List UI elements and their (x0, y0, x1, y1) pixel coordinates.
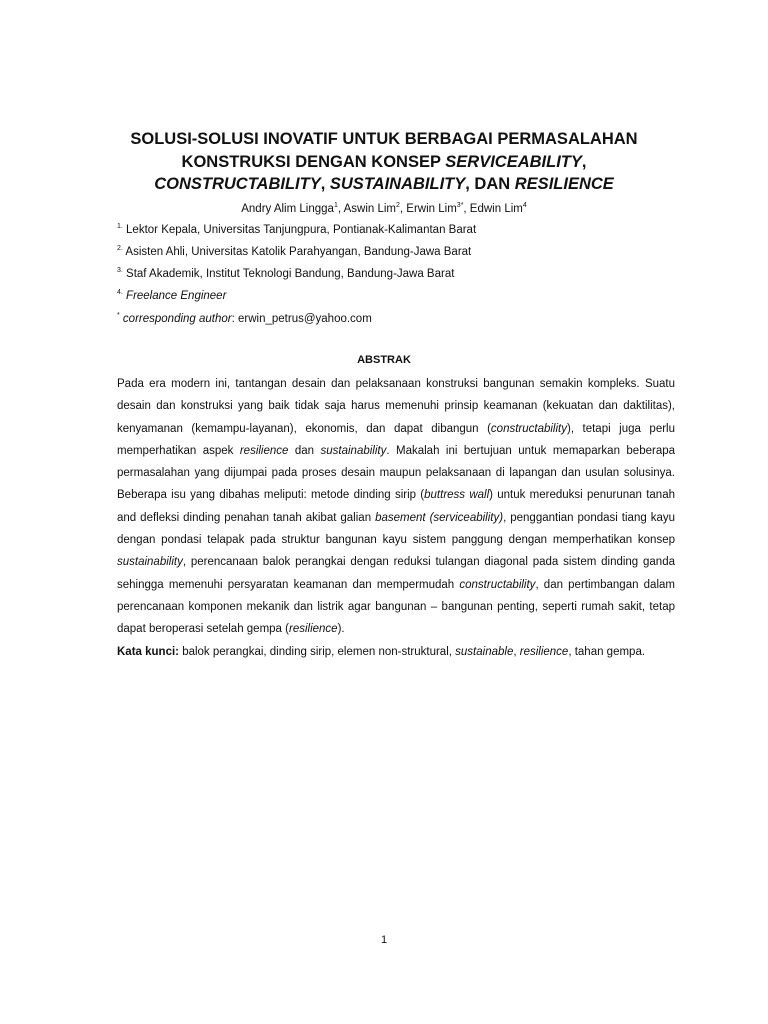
author-mark: 2 (396, 202, 400, 210)
abstract-text: Pada era modern ini, tantangan desain dan pelaksanaan konstruksi bangunan semakin kompleks. Suatu desain dan konstruksi yang baik tidak saja harus memenuhi prinsip keamanan (kekuatan dan daktilitas), kenyamanan (kemampu-layanan), ekonomis, dan dapat dibangun ( (117, 378, 675, 435)
title-italic-term: CONSTRUCTABILITY (154, 175, 321, 193)
keywords-text: , (513, 645, 520, 658)
title-italic-term: RESILIENCE (514, 175, 614, 193)
title-text: , DAN (465, 175, 515, 193)
affiliation-mark: * (117, 312, 120, 320)
abstract-term: constructability (459, 578, 536, 591)
keyword-term: sustainable (455, 645, 514, 658)
keywords (117, 641, 675, 663)
title-line-1: SOLUSI-SOLUSI INOVATIF UNTUK BERBAGAI PERMASALAHAN (130, 130, 638, 148)
author-name: , Erwin Lim (399, 203, 457, 215)
abstract-term: basement (serviceability) (375, 511, 504, 524)
corresponding-author (117, 311, 372, 327)
affiliation-text: Freelance Engineer (122, 290, 227, 302)
author-mark: 1 (333, 202, 338, 210)
affiliation-mark: 2. (117, 245, 123, 253)
affiliation-text: Asisten Ahli, Universitas Katolik Parahyangan, Bandung-Jawa Barat (122, 246, 472, 258)
abstract-term: sustainability (320, 444, 387, 457)
title-text: , (320, 175, 330, 193)
corresponding-label: corresponding author (119, 313, 232, 325)
abstract-term: constructability (490, 422, 567, 435)
abstract-term: resilience (288, 623, 338, 636)
affiliation-mark: 1. (117, 223, 123, 231)
author-mark: 4 (522, 202, 527, 210)
abstract-text: ) untuk mereduksi penurunan tanah and defleksi dinding penahan tanah akibat galian (117, 489, 675, 524)
corresponding-email: : erwin_petrus@yahoo.com (231, 313, 372, 325)
abstract-term: sustainability (117, 556, 183, 569)
affiliation-3 (117, 266, 454, 282)
affiliation-text: Staf Akademik, Institut Teknologi Bandung, Bandung-Jawa Barat (122, 268, 455, 280)
affiliation-mark: 4. (117, 289, 123, 297)
affiliation-text: Lektor Kepala, Universitas Tanjungpura, Pontianak-Kalimantan Barat (122, 224, 477, 236)
abstract-body (117, 373, 675, 663)
abstract-text: , dan pertimbangan dalam perencanaan komponen mekanik dan listrik agar bangunan – bangunan penting, seperti rumah sakit, tetap dapat beroperasi setelah gempa ( (117, 578, 675, 636)
abstract-text: , penggantian pondasi tiang kayu dengan pondasi telapak pada struktur bangunan kayu sistem panggung dengan memperhatikan konsep (117, 511, 676, 547)
affiliation-1 (117, 222, 476, 238)
title-line-3 (96, 173, 672, 196)
abstract-term: resilience (239, 444, 289, 457)
keywords-text: balok perangkai, dinding sirip, elemen non-struktural, (179, 645, 456, 658)
title-italic-term: SUSTAINABILITY (329, 175, 466, 193)
title-line-2 (96, 151, 672, 174)
abstract-text: , perencanaan balok perangkai dengan reduksi tulangan diagonal pada sistem dinding ganda sehingga memenuhi persyaratan keamanan dan mempermudah (117, 556, 675, 591)
abstract-text: . Makalah ini bertujuan untuk memaparkan beberapa permasalahan yang dijumpai pada proses desain maupun pelaksanaan di lapangan dan usulan solusinya. Beberapa isu yang dibahas meliputi: metode dinding sirip ( (117, 444, 676, 502)
abstract-text: dan (288, 444, 321, 457)
abstract-text: ), tetapi juga perlu memperhatikan aspek (117, 422, 675, 457)
abstract-term: buttress wall (424, 489, 490, 502)
keyword-term: resilience (519, 645, 569, 658)
affiliation-4 (117, 288, 226, 304)
author-mark: 3* (456, 202, 464, 210)
author-list (96, 201, 672, 217)
title-italic-term: SERVICEABILITY (445, 152, 582, 171)
author-name: Andry Alim Lingga (241, 203, 334, 215)
page-number: 1 (380, 934, 388, 946)
affiliation-mark: 3. (117, 267, 123, 275)
title-text: , (581, 152, 587, 171)
keywords-label: Kata kunci: (117, 645, 179, 658)
abstract-text: ). (337, 623, 345, 636)
author-name: , Edwin Lim (463, 203, 523, 215)
author-name: , Aswin Lim (337, 203, 397, 215)
paper-title (96, 128, 672, 196)
abstract-heading: ABSTRAK (357, 354, 411, 366)
title-text: KONSTRUKSI DENGAN KONSEP (181, 152, 446, 171)
affiliation-2 (117, 244, 471, 260)
abstract-paragraph (117, 373, 675, 641)
keywords-text: , tahan gempa. (568, 645, 646, 658)
